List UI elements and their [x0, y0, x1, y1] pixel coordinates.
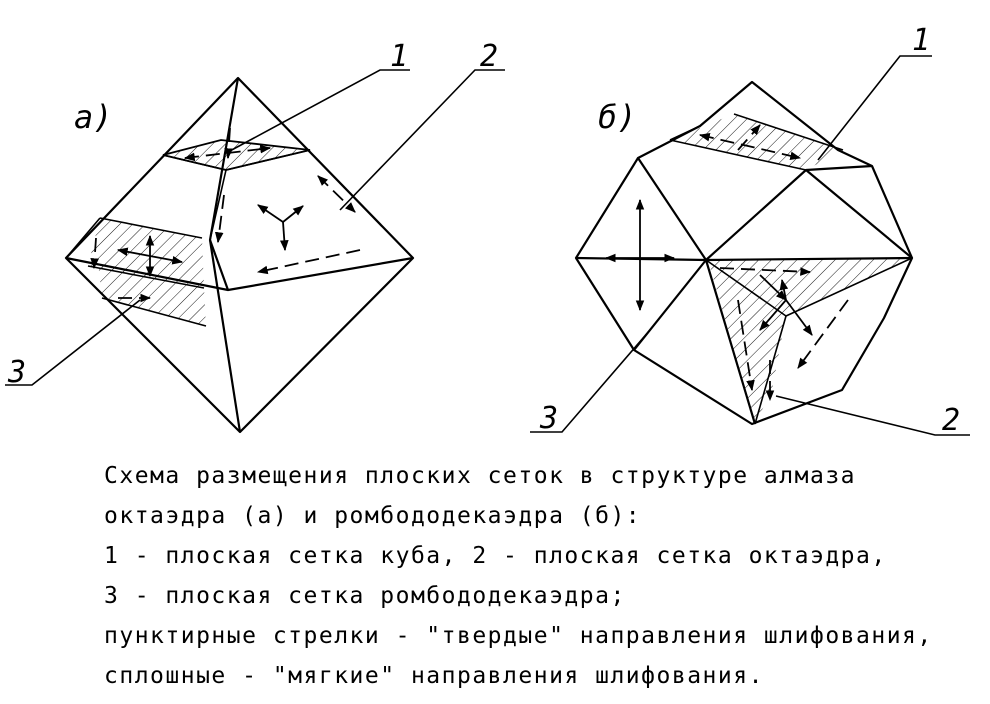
callout-2-a: 2	[480, 39, 499, 74]
caption-line: 1 - плоская сетка куба, 2 - плоская сетка октаэдра,	[104, 543, 887, 569]
caption-line: Схема размещения плоских сеток в структуре алмаза	[104, 463, 857, 489]
callout-1-b: 1	[912, 23, 931, 58]
figure-caption	[104, 456, 964, 696]
callout-3-b: 3	[540, 401, 559, 436]
callout-1-leader-a	[228, 70, 410, 152]
callout-2-b: 2	[942, 403, 961, 438]
caption-line: пунктирные стрелки - "твердые" направления шлифования,	[104, 623, 933, 649]
sublabel-b: б)	[598, 98, 637, 136]
sublabel-a: а)	[74, 98, 113, 136]
callout-1-leader-b	[818, 56, 932, 160]
callout-2-leader-b	[776, 396, 970, 435]
callout-3-a: 3	[8, 355, 27, 390]
caption-line: октаэдра (а) и ромбододекаэдра (б):	[104, 503, 642, 529]
octahedron-figure	[5, 39, 505, 432]
caption-line: 3 - плоская сетка ромбододекаэдра;	[104, 583, 626, 609]
callout-2-leader-a	[340, 70, 505, 210]
caption-line: сплошные - "мягкие" направления шлифования.	[104, 663, 764, 689]
rhombododecahedron-figure	[530, 23, 970, 438]
callout-1-a: 1	[390, 39, 409, 74]
